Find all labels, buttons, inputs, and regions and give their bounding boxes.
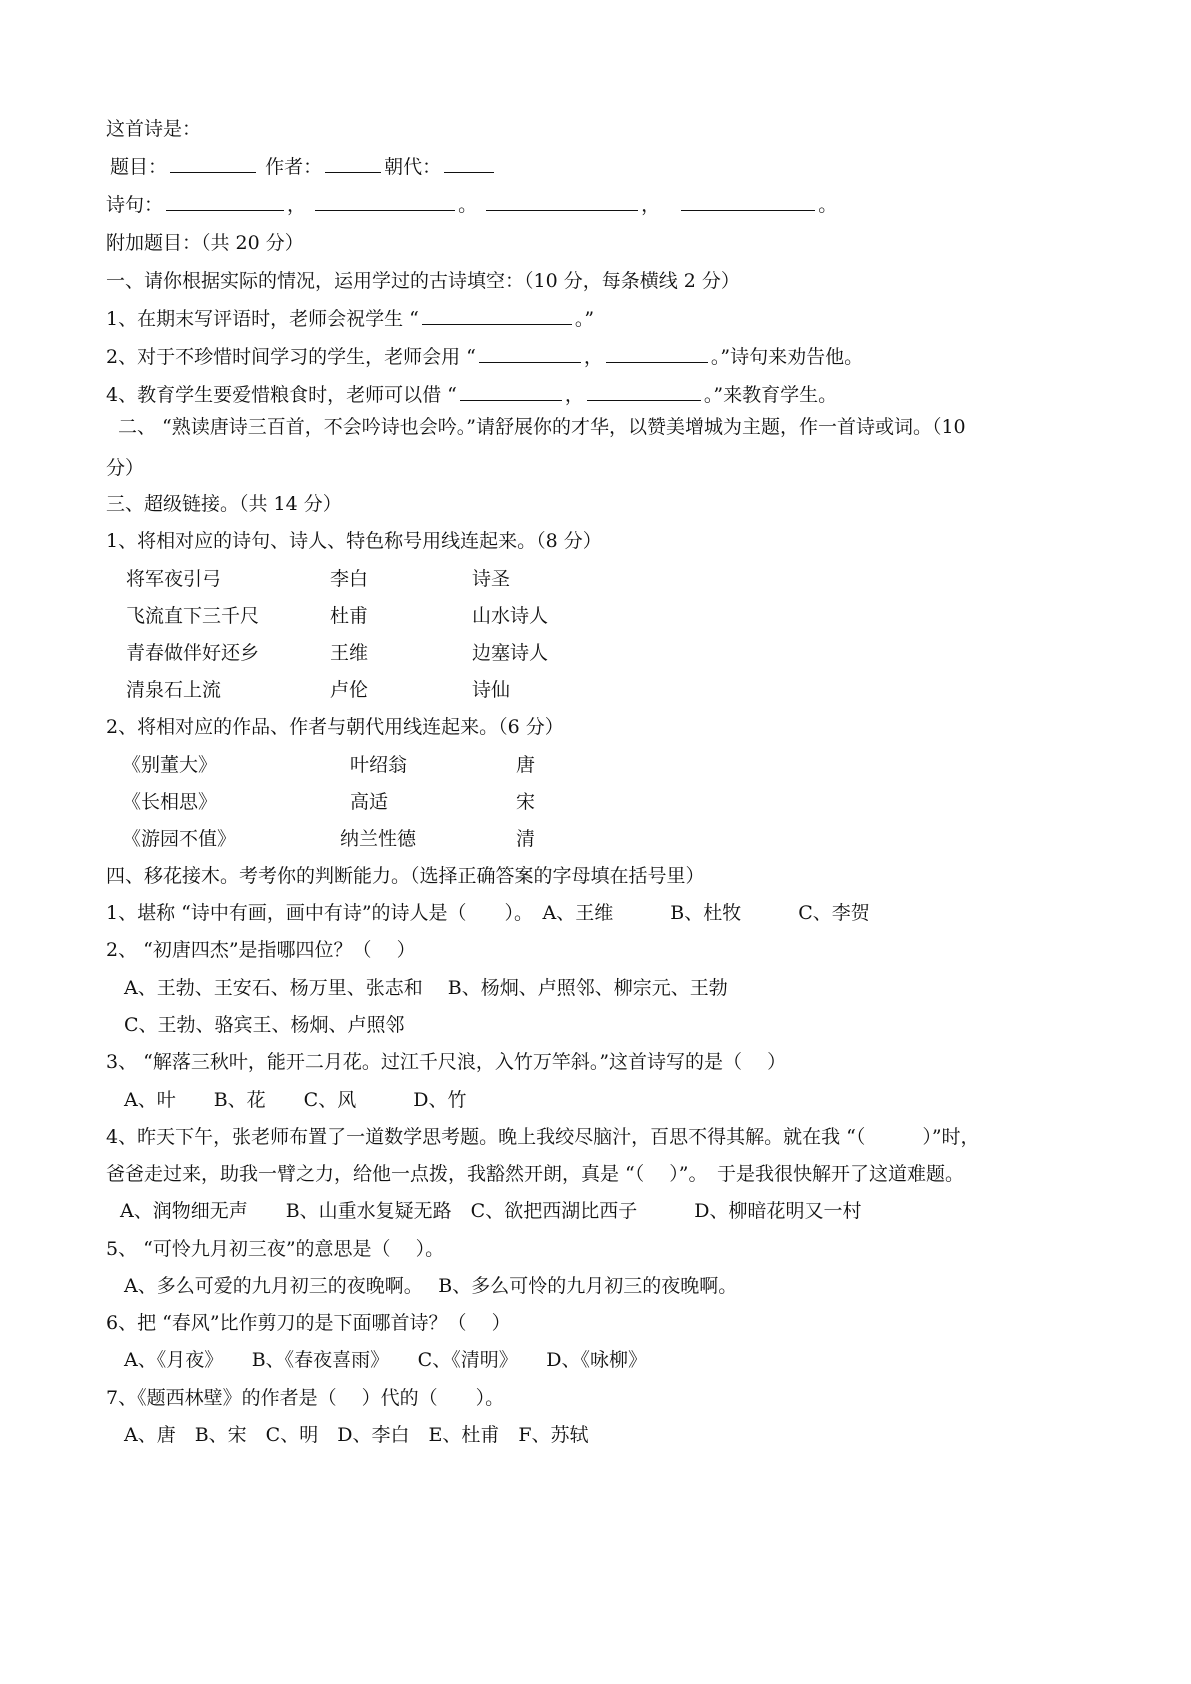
match1-title[interactable]: 山水诗人 [472, 605, 549, 627]
part1-q2 [106, 344, 863, 370]
part4-q7-options [124, 1422, 589, 1448]
match1-line[interactable]: 青春做伴好还乡 [126, 642, 260, 664]
part4-q6-options-text: A、《月夜》 B、《春夜喜雨》 C、《清明》 D、《咏柳》 [124, 1349, 647, 1371]
part4-q4-text-1: 4、昨天下午，张老师布置了一道数学思考题。晚上我绞尽脑汁，百思不得其解。就在我 “（ ）”时， [106, 1126, 980, 1148]
part3-q1-title [106, 528, 602, 554]
part2-title-line1 [118, 414, 966, 440]
sep-1: ， [287, 194, 307, 216]
match1-poet[interactable]: 李白 [330, 568, 369, 590]
dynasty-label: 朝代： [384, 156, 442, 178]
part3-title [106, 491, 342, 517]
intro-line [106, 116, 201, 142]
match1-line[interactable]: 飞流直下三千尺 [126, 605, 260, 627]
intro-text: 这首诗是： [106, 118, 202, 140]
match1-poet[interactable]: 杜甫 [330, 605, 369, 627]
part4-q3-options [124, 1087, 466, 1113]
part4-q1-text: 1、堪称 “诗中有画，画中有诗”的诗人是（ ）。 A、王维 B、杜牧 C、李贺 [106, 902, 870, 924]
part4-title-text: 四、移花接木。考考你的判断能力。（选择正确答案的字母填在括号里） [106, 865, 705, 887]
part1-q4-post: 。”来教育学生。 [703, 384, 838, 406]
part4-q4-line2 [106, 1161, 964, 1187]
match1-poet[interactable]: 王维 [330, 642, 369, 664]
match2-author[interactable]: 高适 [350, 791, 389, 813]
part4-q3-options-text: A、叶 B、花 C、风 D、竹 [124, 1089, 467, 1111]
part4-q2 [106, 937, 416, 963]
title-label: 题目： [110, 156, 168, 178]
match1-poet[interactable]: 卢伦 [330, 679, 369, 701]
part1-q4-blank-1[interactable] [460, 382, 562, 401]
part1-q1 [106, 306, 594, 332]
part4-q5-options-text: A、多么可爱的九月初三的夜晚啊。 B、多么可怜的九月初三的夜晚啊。 [124, 1275, 738, 1297]
line-blank-4[interactable] [681, 192, 815, 211]
part4-q3 [106, 1049, 786, 1075]
part4-q7-text: 7、《题西林壁》的作者是（ ）代的（ ）。 [106, 1387, 505, 1409]
part4-q6-options [124, 1347, 647, 1373]
part1-q4-blank-2[interactable] [587, 382, 701, 401]
sep-4: 。 [818, 194, 838, 216]
part3-q2-title [106, 714, 564, 740]
sep-2: 。 [458, 194, 478, 216]
part3-q1-title-text: 1、将相对应的诗句、诗人、特色称号用线连起来。（8 分） [106, 530, 602, 552]
part4-q4-options [120, 1198, 861, 1224]
author-label: 作者： [265, 156, 323, 178]
part4-q6-text: 6、把 “春风”比作剪刀的是下面哪首诗？（ ） [106, 1312, 511, 1334]
match2-work[interactable]: 《游园不值》 [122, 828, 237, 850]
match2-dynasty[interactable]: 唐 [516, 754, 536, 776]
line-blank-2[interactable] [315, 192, 455, 211]
part4-q2-options-2-text: C、王勃、骆宾王、杨炯、卢照邻 [124, 1014, 405, 1036]
part4-q5-options [124, 1273, 737, 1299]
info-fields-line [110, 154, 497, 180]
part1-q4-pre: 4、教育学生要爱惜粮食时，老师可以借 “ [106, 384, 457, 406]
part4-q2-options-1-text: A、王勃、王安石、杨万里、张志和 B、杨炯、卢照邻、柳宗元、王勃 [124, 977, 728, 999]
line-blank-1[interactable] [166, 192, 284, 211]
match1-line[interactable]: 清泉石上流 [126, 679, 222, 701]
part4-title [106, 863, 705, 889]
match2-author[interactable]: 叶绍翁 [350, 754, 408, 776]
part1-q2-post: 。”诗句来劝告他。 [710, 346, 864, 368]
part4-q3-text: 3、 “解落三秋叶，能开二月花。过江千尺浪，入竹万竿斜。”这首诗写的是（ ） [106, 1051, 787, 1073]
part1-q1-pre: 1、在期末写评语时，老师会祝学生 “ [106, 308, 419, 330]
match1-title[interactable]: 边塞诗人 [472, 642, 549, 664]
match1-title[interactable]: 诗圣 [472, 568, 511, 590]
part4-q4-line1 [106, 1124, 980, 1150]
author-blank[interactable] [325, 154, 381, 173]
part4-q7 [106, 1385, 504, 1411]
part4-q5 [106, 1236, 444, 1262]
part4-q2-options-1 [124, 975, 728, 1001]
part1-q2-blank-2[interactable] [606, 344, 708, 363]
part2-title-text-1: 二、 “熟读唐诗三百首，不会吟诗也会吟。”请舒展你的才华，以赞美增城为主题，作一首诗或词。（10 [118, 416, 966, 438]
part1-q2-pre: 2、对于不珍惜时间学习的学生，老师会用 “ [106, 346, 476, 368]
line-blank-3[interactable] [486, 192, 638, 211]
match1-title[interactable]: 诗仙 [472, 679, 511, 701]
extra-title-text: 附加题目：（共 20 分） [106, 232, 304, 254]
dynasty-blank[interactable] [444, 154, 494, 173]
part1-title-text: 一、请你根据实际的情况，运用学过的古诗填空：（10 分，每条横线 2 分） [106, 270, 740, 292]
part1-q1-post: 。” [574, 308, 595, 330]
part1-q1-blank[interactable] [422, 306, 572, 325]
part4-q6 [106, 1310, 511, 1336]
part1-q2-mid: ， [583, 346, 603, 368]
match2-dynasty[interactable]: 清 [516, 828, 536, 850]
title-blank[interactable] [170, 154, 256, 173]
part4-q1 [106, 900, 870, 926]
poem-lines-line [106, 192, 837, 218]
match2-dynasty[interactable]: 宋 [516, 791, 536, 813]
part3-title-text: 三、超级链接。（共 14 分） [106, 493, 342, 515]
part3-q2-title-text: 2、将相对应的作品、作者与朝代用线连起来。（6 分） [106, 716, 564, 738]
part4-q4-options-text: A、润物细无声 B、山重水复疑无路 C、欲把西湖比西子 D、柳暗花明又一村 [120, 1200, 862, 1222]
part4-q4-text-2: 爸爸走过来，助我一臂之力，给他一点拨，我豁然开朗，真是 “（ ）”。 于是我很快解开了这道难题。 [106, 1163, 965, 1185]
extra-title [106, 230, 304, 256]
match2-work[interactable]: 《别董大》 [122, 754, 218, 776]
part4-q2-options-2 [124, 1012, 405, 1038]
part1-q4 [106, 382, 837, 408]
match2-author[interactable]: 纳兰性德 [340, 828, 417, 850]
part1-q4-mid: ， [564, 384, 584, 406]
part1-q2-blank-1[interactable] [479, 344, 581, 363]
part2-title-text-2: 分） [106, 457, 145, 479]
part4-q2-text: 2、 “初唐四杰”是指哪四位？（ ） [106, 939, 416, 961]
part1-title [106, 268, 740, 294]
part4-q5-text: 5、 “可怜九月初三夜”的意思是（ ）。 [106, 1238, 445, 1260]
sep-3: ， [641, 194, 661, 216]
part4-q7-options-text: A、唐 B、宋 C、明 D、李白 E、杜甫 F、苏轼 [124, 1424, 589, 1446]
match2-work[interactable]: 《长相思》 [122, 791, 218, 813]
part2-title-line2 [106, 455, 144, 481]
match1-line[interactable]: 将军夜引弓 [126, 568, 222, 590]
lines-label: 诗句： [106, 194, 164, 216]
